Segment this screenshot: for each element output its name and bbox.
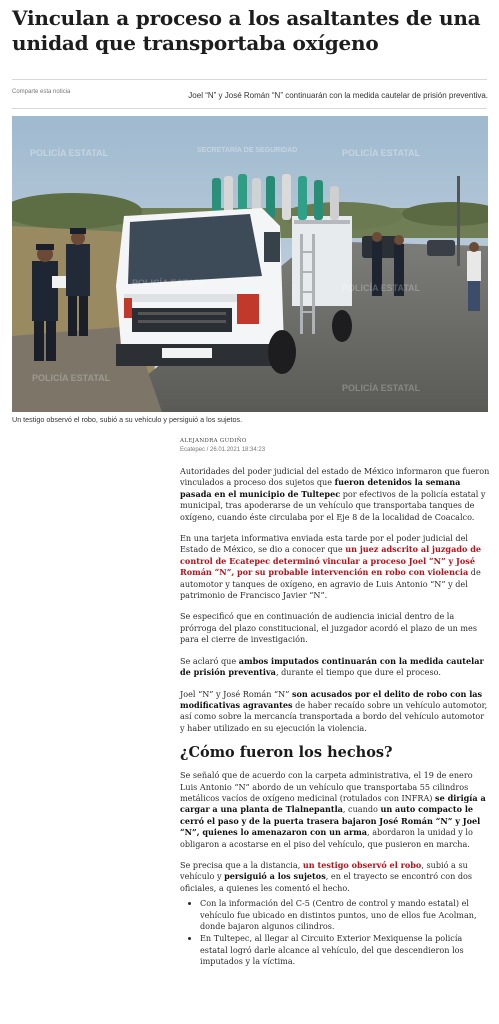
text-run: Autoridades del poder judicial del estado de México informaron que fueron vinculados a proceso dos sujetos que	[180, 466, 490, 488]
text-run: Se especificó que en continuación de audiencia inicial dentro de la prórroga del plazo constitucional, el juzgador acordó el plazo de un mes para el cierre de investigación.	[180, 611, 477, 645]
article-link[interactable]: un testigo observó el robo	[302, 859, 422, 870]
watermark-text: POLICÍA ESTATAL	[342, 283, 421, 293]
bold-text: fueron detenidos la semana pasada en el municipio de Tultepec	[180, 477, 461, 499]
watermark-text: POLICÍA ESTATAL	[32, 373, 111, 383]
text-run: , en el trayecto se encontró con dos oficiales, a quienes les comentó el hecho.	[180, 871, 473, 893]
bold-text: ambos imputados continuarán con la medida cautelar de prisión preventiva	[180, 655, 484, 678]
article-photo[interactable]	[12, 116, 488, 412]
paragraph	[180, 533, 490, 601]
watermark-text: POLICÍA ESTATAL	[30, 148, 109, 158]
article-link[interactable]: un juez adscrito al juzgado de control de Ecatepec determinó vincular a proceso Joel “N” y José Román “N”, por su probable intervención en robo con violencia	[180, 544, 482, 578]
dateline: Ecatepec / 26.01.2021 18:34:23	[180, 447, 266, 453]
text-run: , abordaron la unidad y lo obligaron a acostarse en el piso del vehículo, que pusieron en marcha.	[180, 827, 473, 849]
article-headline: Vinculan a proceso a los asaltantes de una unidad que transportaba oxígeno	[12, 6, 481, 55]
text-run: de automotor y tanques de oxígeno, en agravio de Luis Antonio “N” y del patrimonio de Francisco Javier “N”.	[180, 567, 481, 601]
text-run: Joel “N” y José Román “N”	[180, 688, 292, 699]
author-name[interactable]: ALEJANDRA GUDIÑO	[180, 438, 247, 444]
text-run: de haber recaído sobre un vehículo automotor, así como sobre la mercancía transportada a bordo del vehículo automotor y haber utilizado en su ejecución la violencia.	[180, 699, 488, 733]
text-run: , durante el tiempo que dure el proceso.	[275, 667, 441, 678]
article-body	[180, 466, 490, 969]
paragraph	[180, 689, 490, 735]
bold-text: son acusados por el delito de robo con las modificativas agravantes	[180, 688, 483, 710]
text-run: En una tarjeta informativa enviada esta tarde por el poder judicial del Estado de México, se dio a conocer que	[180, 533, 468, 555]
text-run: Se señaló que de acuerdo con la carpeta administrativa, el 19 de enero Luis Antonio “N” abordo de un vehículo que transportaba 55 cilindros metálicos vacíos de oxígeno medicinal (rotulados con INFRA)	[180, 770, 473, 803]
header-divider	[12, 79, 487, 80]
list-item: • Con la información del C-5 (Centro de control y mando estatal) el vehículo fue ubicado en distintos puntos, uno de ellos fue Acolman, donde bajaron algunos cilindros.	[200, 898, 490, 932]
text-run: , cuando	[342, 804, 381, 815]
paragraph	[180, 611, 490, 645]
bold-text: se dirigía a cargar a una planta de Tlalnepantla	[180, 792, 486, 815]
paragraph	[180, 466, 490, 523]
watermark-text: POLICÍA ESTATAL	[342, 383, 421, 393]
article-summary: Joel “N” y José Román “N” continuarán con la medida cautelar de prisión preventiva.	[188, 91, 488, 100]
photo-caption: Un testigo observó el robo, subió a su vehículo y persiguió a los sujetos.	[12, 415, 243, 424]
watermark-text: POLICÍA ESTATAL	[342, 148, 421, 158]
bold-text: persiguió a los sujetos	[224, 871, 326, 882]
text-run: , subió a su vehículo y	[180, 859, 468, 882]
list-item: • En Tultepec, al llegar al Circuito Exterior Mexiquense la policía estatal logró darle alcance al vehículo, del que descendieron los imputados y la víctima.	[200, 933, 490, 967]
watermark-text: POLICÍA ESTATAL	[132, 278, 211, 288]
paragraph	[180, 770, 490, 850]
photo-illustration	[12, 116, 488, 412]
section-heading: ¿Cómo fueron los hechos?	[180, 744, 393, 762]
paragraph	[180, 656, 490, 679]
watermark-text: SECRETARÍA DE SEGURIDAD	[197, 147, 298, 154]
text-run: Se aclaró que	[180, 655, 239, 666]
sidebar-blank	[12, 460, 162, 580]
text-run: Se precisa que a la distancia,	[180, 859, 303, 870]
paragraph	[180, 860, 490, 894]
facts-list	[180, 898, 490, 967]
share-label[interactable]: Comparte esta noticia	[12, 89, 71, 95]
summary-divider	[12, 108, 487, 109]
bold-text: un auto compacto le cerró el paso y de la puerta trasera bajaron José Román “N” y Joel “N”, quienes lo amenazaron con un arma	[180, 804, 481, 838]
text-run: por efectivos de la policía estatal y municipal, tras apoderarse de un vehículo que transportaba tanques de oxígeno, cuando éste circulaba por el Eje 8 de la localidad de Coacalco.	[180, 488, 486, 522]
